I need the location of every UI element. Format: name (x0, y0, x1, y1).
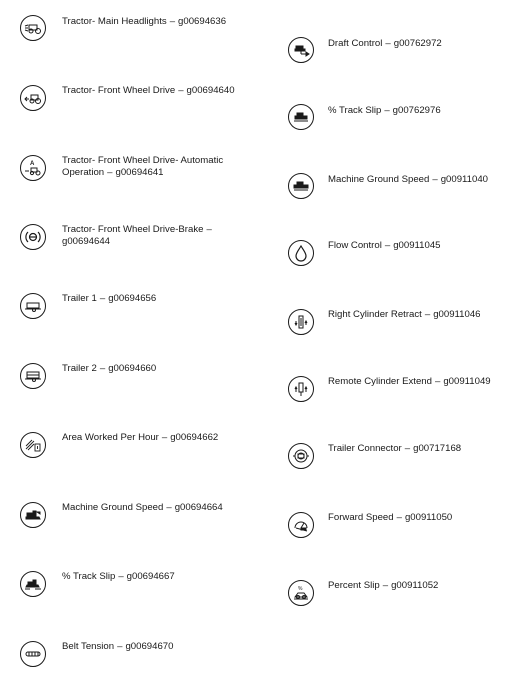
separator: – (384, 105, 390, 116)
symbol-entry (20, 502, 270, 528)
separator: – (424, 309, 431, 320)
symbol-entry (20, 293, 270, 319)
symbol-entry (20, 363, 270, 389)
symbol-code: g00694667 (126, 571, 175, 582)
symbol-entry (288, 240, 524, 266)
symbol-code: g00694644 (62, 236, 111, 247)
symbol-label (328, 443, 461, 455)
percent-slip-icon (288, 580, 314, 606)
symbol-label (62, 432, 218, 444)
symbol-name: Machine Ground Speed (62, 502, 164, 513)
trailer-connector-icon (288, 443, 314, 469)
symbol-code: g00694636 (178, 16, 227, 27)
separator: – (404, 443, 411, 454)
forward-speed-icon (288, 512, 314, 538)
flow-control-icon (288, 240, 314, 266)
symbol-code: g00717168 (413, 443, 462, 454)
symbol-name: Trailer Connector (328, 443, 402, 454)
separator: – (118, 571, 124, 582)
symbol-name: Tractor- Front Wheel Drive-Brake (62, 224, 204, 235)
symbol-name: % Track Slip (62, 571, 116, 582)
symbol-name: Tractor- Front Wheel Drive (62, 85, 176, 96)
symbol-entry (20, 155, 270, 181)
symbol-label (62, 16, 226, 28)
svg-text:%: % (298, 586, 303, 592)
svg-text:A: A (30, 161, 35, 167)
symbol-entry (288, 37, 524, 63)
symbol-name: Right Cylinder Retract (328, 309, 422, 320)
separator: – (117, 641, 123, 652)
symbol-name: Remote Cylinder Extend (328, 376, 432, 387)
symbol-code: g00762976 (392, 105, 441, 116)
symbol-name: % Track Slip (328, 105, 382, 116)
symbol-code: g00911052 (391, 580, 439, 591)
remote-cylinder-extend-icon (288, 376, 314, 402)
symbol-name: Trailer 2 (62, 363, 97, 374)
separator: – (206, 224, 212, 235)
track-slip-icon (20, 571, 46, 597)
symbol-entry (288, 580, 524, 606)
separator: – (384, 240, 391, 251)
symbol-entry (288, 443, 524, 469)
symbol-label (328, 376, 491, 388)
symbol-code: g00694664 (174, 502, 223, 513)
symbol-entry (288, 309, 524, 335)
symbol-entry (20, 15, 270, 41)
symbol-entry (20, 641, 270, 667)
symbol-code: g00694656 (108, 293, 157, 304)
trailer-1-icon (20, 293, 46, 319)
separator: – (434, 376, 441, 387)
track-slip-icon (288, 104, 314, 130)
tractor-fwd-brake-icon (20, 224, 46, 250)
machine-ground-speed-icon (20, 502, 46, 528)
separator: – (382, 580, 389, 591)
symbol-label (328, 174, 488, 186)
belt-tension-icon (20, 641, 46, 667)
separator: – (178, 85, 184, 96)
symbol-code: g00762972 (393, 38, 442, 49)
symbol-name: Tractor- Main Headlights (62, 16, 167, 27)
separator: – (385, 38, 391, 49)
symbol-entry (288, 512, 524, 538)
symbol-label (62, 571, 175, 583)
draft-control-icon (288, 37, 314, 63)
symbol-entry (20, 224, 270, 250)
symbol-code: g00694670 (125, 641, 174, 652)
symbol-code: g00911040 (440, 174, 488, 185)
separator: – (107, 167, 113, 178)
area-worked-per-hour-icon (20, 432, 46, 458)
symbol-label (328, 105, 441, 117)
symbol-label (62, 85, 235, 97)
symbol-entry (20, 571, 270, 597)
tractor-fwd-automatic-icon (20, 155, 46, 181)
symbol-code: g00911049 (443, 376, 491, 387)
symbol-label (328, 309, 481, 321)
symbol-label (328, 580, 438, 592)
symbol-code: g00694662 (170, 432, 219, 443)
symbol-name: Tractor- Front Wheel Drive- Automatic Operation (62, 155, 224, 178)
symbol-label (62, 155, 242, 179)
symbol-label (62, 641, 173, 653)
symbol-entry (288, 376, 524, 402)
tractor-front-wheel-drive-icon (20, 85, 46, 111)
separator: – (99, 293, 106, 304)
symbol-label (62, 224, 242, 248)
symbol-entry (288, 173, 524, 199)
symbol-name: Forward Speed (328, 512, 394, 523)
symbol-name: Trailer 1 (62, 293, 97, 304)
symbol-label (62, 293, 156, 305)
symbol-label (328, 512, 452, 524)
symbol-code: g00911050 (404, 512, 453, 523)
separator: – (161, 432, 168, 443)
separator: – (99, 363, 106, 374)
symbol-code: g00911045 (393, 240, 441, 251)
symbol-name: Belt Tension (62, 641, 115, 652)
symbol-label (328, 240, 441, 252)
trailer-2-icon (20, 363, 46, 389)
symbol-label (62, 502, 223, 514)
symbol-label (62, 363, 156, 375)
separator: – (166, 502, 172, 513)
separator: – (396, 512, 402, 523)
symbol-name: Flow Control (328, 240, 382, 251)
machine-ground-speed-icon (288, 173, 314, 199)
separator: – (432, 174, 438, 185)
right-cylinder-retract-icon (288, 309, 314, 335)
symbol-code: g00911046 (433, 309, 481, 320)
symbol-entry (288, 104, 524, 130)
symbol-code: g00694660 (108, 363, 157, 374)
symbol-entry (20, 85, 270, 111)
symbol-entry (20, 432, 270, 458)
symbol-code: g00694641 (115, 167, 164, 178)
separator: – (169, 16, 176, 27)
symbol-label (328, 38, 442, 50)
tractor-headlights-icon (20, 15, 46, 41)
symbol-name: Machine Ground Speed (328, 174, 430, 185)
symbol-name: Draft Control (328, 38, 383, 49)
symbol-name: Area Worked Per Hour (62, 432, 159, 443)
symbol-code: g00694640 (186, 85, 235, 96)
symbol-name: Percent Slip (328, 580, 380, 591)
